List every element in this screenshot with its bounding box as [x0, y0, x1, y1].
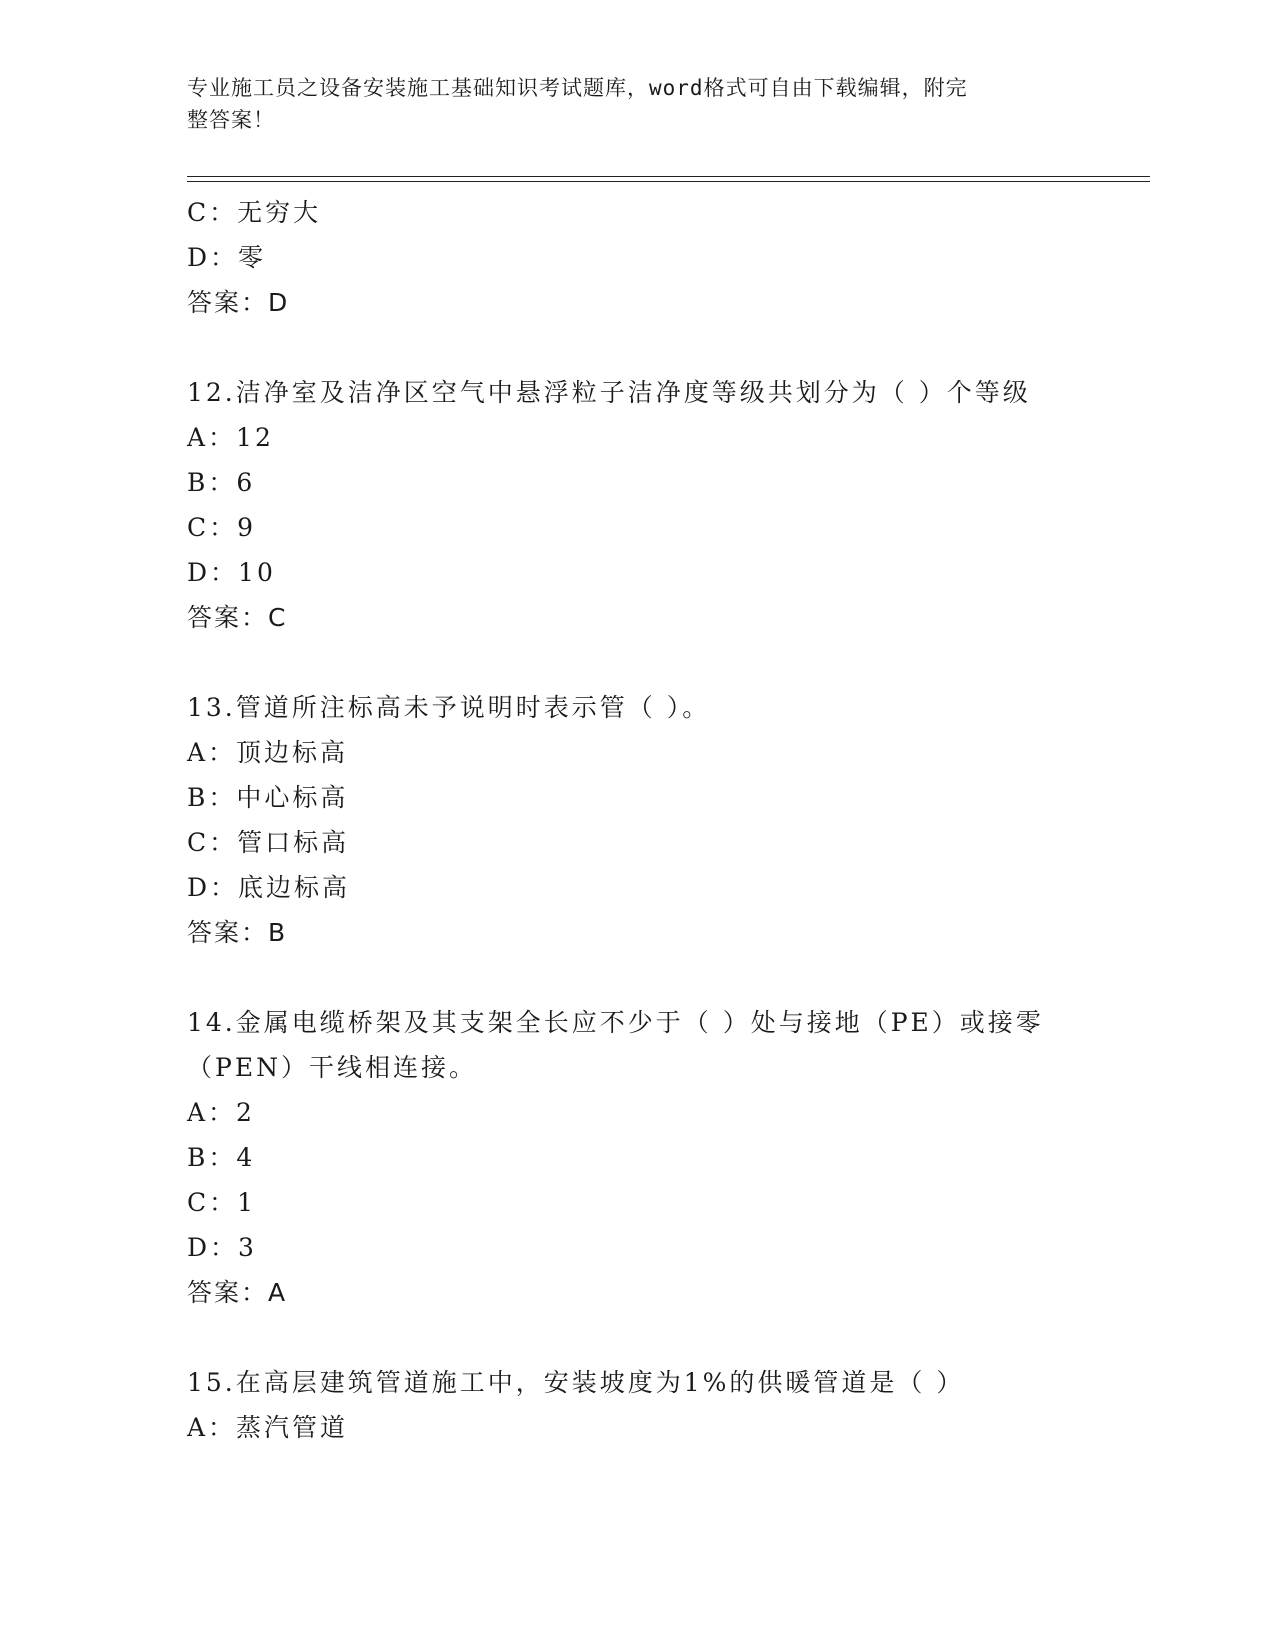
option-d: D：3 — [187, 1233, 257, 1262]
question-12 — [187, 370, 1087, 641]
question-text-line-1: 14.金属电缆桥架及其支架全长应不少于（ ）处与接地（PE）或接零 — [187, 1008, 1044, 1037]
option-a: A：12 — [187, 423, 274, 452]
option-a: A：蒸汽管道 — [187, 1413, 349, 1442]
option-c: C：1 — [187, 1188, 257, 1217]
answer: 答案：A — [187, 1278, 288, 1307]
question-text-line-2: （PEN）干线相连接。 — [187, 1053, 477, 1082]
question-partial — [187, 190, 1087, 326]
question-text: 12.洁净室及洁净区空气中悬浮粒子洁净度等级共划分为（ ）个等级 — [187, 378, 1031, 407]
option-c: C：无穷大 — [187, 198, 322, 227]
document-header — [187, 72, 1067, 136]
header-line-1: 专业施工员之设备安装施工基础知识考试题库，word格式可自由下载编辑，附完 — [187, 76, 968, 100]
header-divider-bottom — [187, 181, 1150, 182]
option-c: C：管口标高 — [187, 828, 350, 857]
answer: 答案：C — [187, 603, 288, 632]
option-b: B：6 — [187, 468, 256, 497]
answer: 答案：D — [187, 288, 290, 317]
header-line-2: 整答案！ — [187, 108, 275, 132]
option-a: A：顶边标高 — [187, 738, 349, 767]
question-14 — [187, 1000, 1087, 1316]
option-a: A：2 — [187, 1098, 255, 1127]
question-text: 15.在高层建筑管道施工中，安装坡度为1%的供暖管道是（ ） — [187, 1368, 965, 1397]
option-c: C：9 — [187, 513, 257, 542]
question-text: 13.管道所注标高未予说明时表示管（ ）。 — [187, 693, 711, 722]
header-divider-top — [187, 176, 1150, 177]
question-15 — [187, 1360, 1087, 1450]
option-d: D：10 — [187, 558, 276, 587]
option-d: D：零 — [187, 243, 267, 272]
option-d: D：底边标高 — [187, 873, 351, 902]
document-body — [187, 190, 1087, 1450]
option-b: B：中心标高 — [187, 783, 349, 812]
answer: 答案：B — [187, 918, 288, 947]
option-b: B：4 — [187, 1143, 256, 1172]
question-13 — [187, 685, 1087, 956]
